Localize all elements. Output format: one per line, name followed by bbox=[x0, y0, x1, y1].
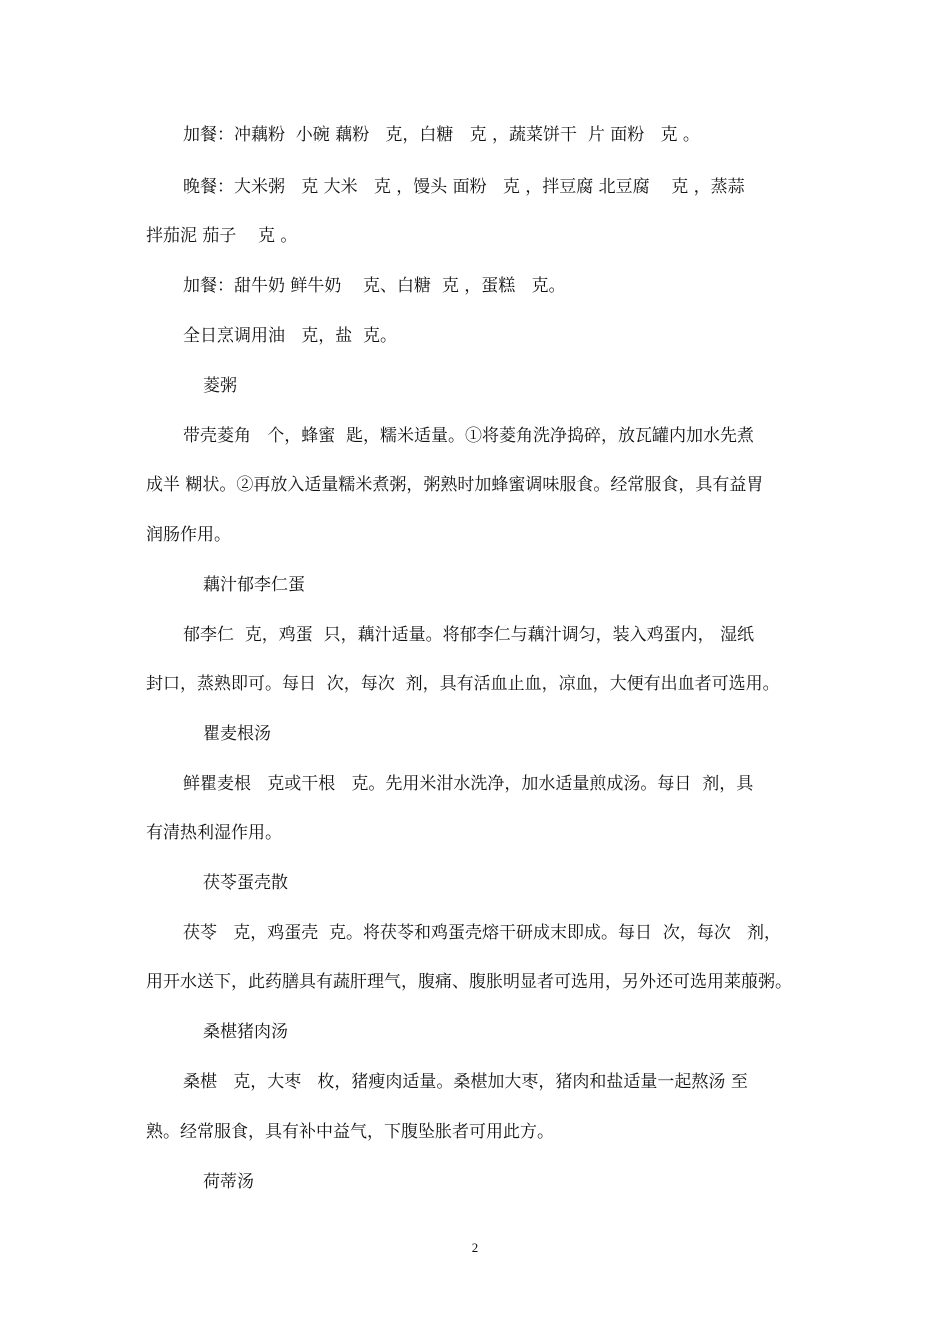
recipe-title-lotus-egg: 藕汁郁李仁蛋 bbox=[203, 575, 305, 595]
recipe-body-line: 桑椹 克，大枣 枚，猪瘦肉适量。桑椹加大枣，猪肉和盐适量一起熬汤 至 bbox=[183, 1072, 748, 1092]
recipe-body-line: 鲜瞿麦根 克或干根 克。先用米泔水洗净，加水适量煎成汤。每日 剂，具 bbox=[183, 774, 754, 794]
recipe-body-line: 用开水送下，此药膳具有蔬肝理气，腹痛、腹胀明显者可选用，另外还可选用莱菔粥。 bbox=[146, 972, 792, 992]
page-number: 2 bbox=[471, 1240, 479, 1255]
snack-evening-line: 加餐：甜牛奶 鲜牛奶 克、白糖 克 ，蛋糕 克。 bbox=[183, 276, 566, 296]
recipe-body-line: 熟。经常服食，具有补中益气，下腹坠胀者可用此方。 bbox=[146, 1122, 554, 1142]
recipe-title-fuling-powder: 茯苓蛋壳散 bbox=[203, 873, 288, 893]
dinner-line-cont: 拌茄泥 茄子 克 。 bbox=[146, 226, 298, 246]
recipe-body-line: 有清热利湿作用。 bbox=[146, 823, 282, 843]
daily-oil-salt-line: 全日烹调用油 克，盐 克。 bbox=[183, 326, 398, 346]
snack-morning-line: 加餐：冲藕粉 小碗 藕粉 克，白糖 克 ，蔬菜饼干 片 面粉 克 。 bbox=[183, 125, 700, 145]
recipe-title-lotus-stem-soup: 荷蒂汤 bbox=[203, 1172, 254, 1192]
recipe-title-qumai-soup: 瞿麦根汤 bbox=[203, 724, 271, 744]
dinner-line: 晚餐：大米粥 克 大米 克 ，馒头 面粉 克 ，拌豆腐 北豆腐 克 ，蒸蒜 bbox=[183, 177, 745, 197]
recipe-body-line: 润肠作用。 bbox=[146, 525, 231, 545]
recipe-body-line: 封口，蒸熟即可。每日 次，每次 剂，具有活血止血，凉血，大便有出血者可选用。 bbox=[146, 674, 780, 694]
recipe-title-mulberry-pork-soup: 桑椹猪肉汤 bbox=[203, 1022, 288, 1042]
recipe-body-line: 郁李仁 克，鸡蛋 只，藕汁适量。将郁李仁与藕汁调匀，装入鸡蛋内， 湿纸 bbox=[183, 625, 755, 645]
recipe-title-ling-porridge: 菱粥 bbox=[203, 376, 237, 396]
recipe-body-line: 茯苓 克，鸡蛋壳 克。将茯苓和鸡蛋壳熔干研成末即成。每日 次，每次 剂， bbox=[183, 923, 782, 943]
recipe-body-line: 带壳菱角 个，蜂蜜 匙，糯米适量。①将菱角洗净捣碎，放瓦罐内加水先煮 bbox=[183, 426, 755, 446]
recipe-body-line: 成半 糊状。②再放入适量糯米煮粥，粥熟时加蜂蜜调味服食。经常服食，具有益胃 bbox=[146, 475, 764, 495]
